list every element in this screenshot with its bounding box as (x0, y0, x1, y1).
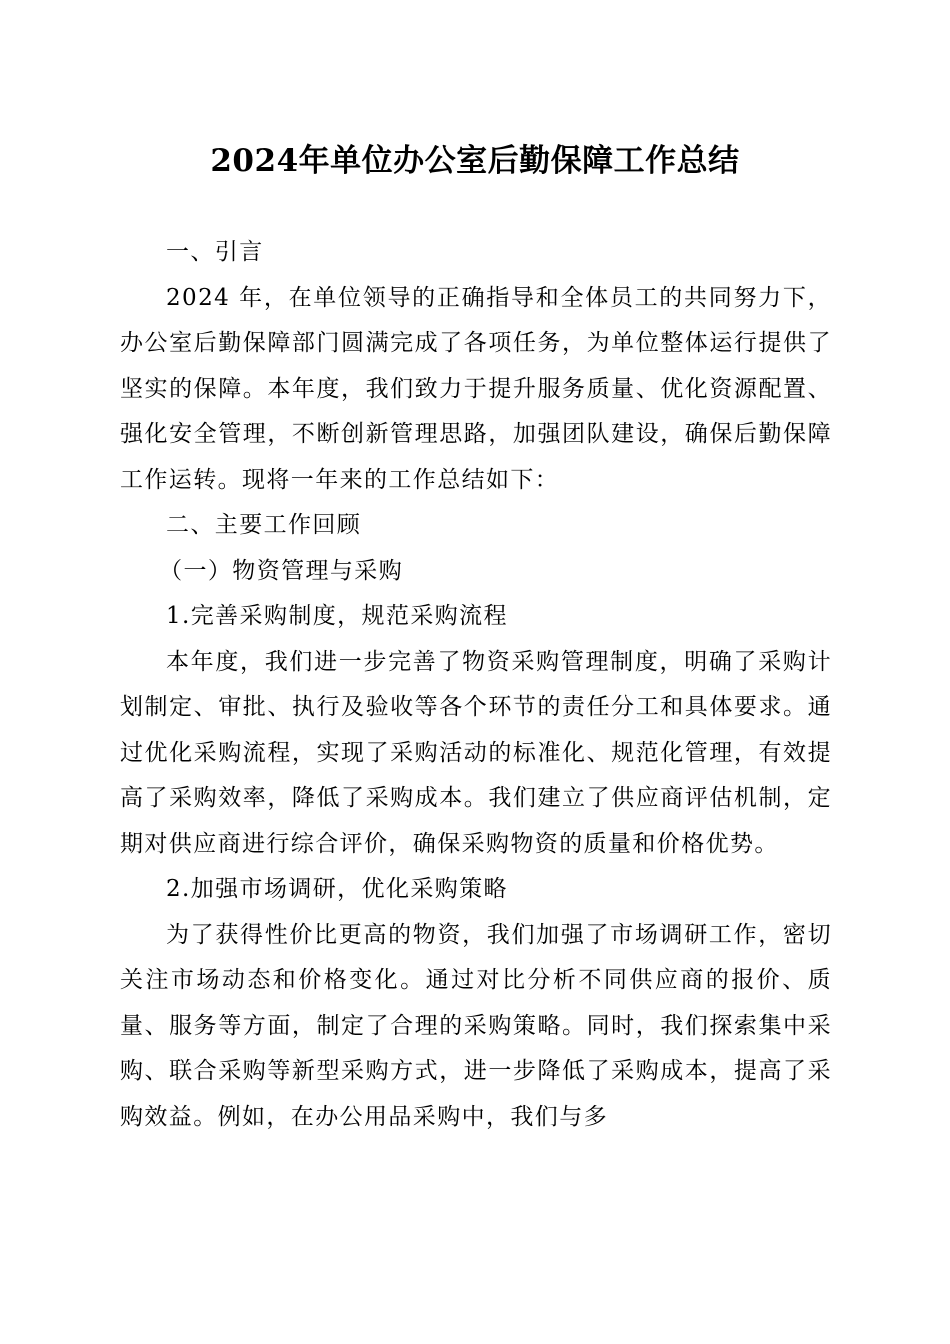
subsection-heading-materials: （一）物资管理与采购 (159, 557, 404, 584)
document-body (120, 230, 832, 1140)
item-heading-2: 2.加强市场调研，优化采购策略 (166, 876, 508, 902)
section-heading-intro: 一、引言 (166, 239, 264, 265)
document-title: 2024年单位办公室后勤保障工作总结 (210, 143, 740, 179)
item-paragraph-2: 为了获得性价比更高的物资，我们加强了市场调研工作，密切关注市场动态和价格变化。通过对比分析不同供应商的报价、质量、服务等方面，制定了合理的采购策略。同时，我们探索集中采购、联合采购等新型采购方式，进一步降低了采购成本，提高了采购效益。例如，在办公用品采购中，我们与多 (120, 921, 832, 1130)
item-paragraph-1: 本年度，我们进一步完善了物资采购管理制度，明确了采购计划制定、审批、执行及验收等各个环节的责任分工和具体要求。通过优化采购流程，实现了采购活动的标准化、规范化管理，有效提高了采购效率，降低了采购成本。我们建立了供应商评估机制，定期对供应商进行综合评价，确保采购物资的质量和价格优势。 (120, 648, 832, 857)
intro-paragraph: 2024 年，在单位领导的正确指导和全体员工的共同努力下，办公室后勤保障部门圆满完成了各项任务，为单位整体运行提供了坚实的保障。本年度，我们致力于提升服务质量、优化资源配置、强化安全管理，不断创新管理思路，加强团队建设，确保后勤保障工作运转。现将一年来的工作总结如下： (120, 284, 832, 493)
item-heading-1: 1.完善采购制度，规范采购流程 (166, 603, 508, 629)
section-heading-review: 二、主要工作回顾 (166, 512, 362, 538)
